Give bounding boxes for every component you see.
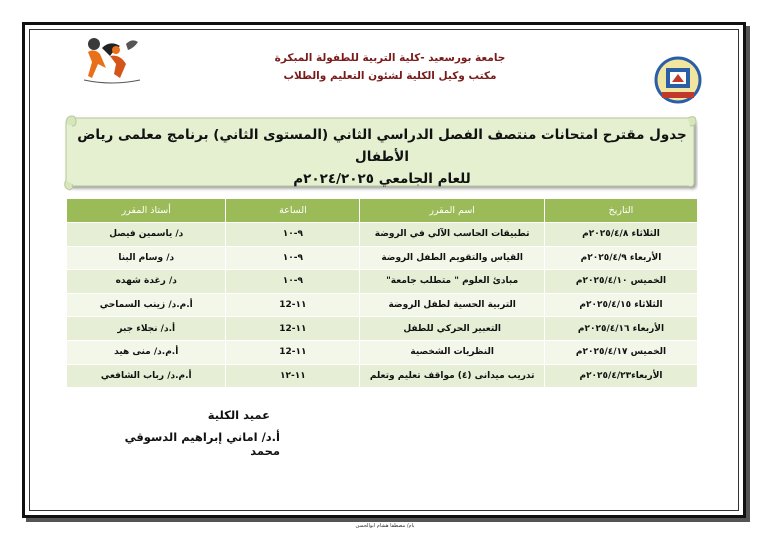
table-row (67, 340, 698, 364)
table-row (67, 317, 698, 341)
cell-date: الخميس ٢٠٢٥/٤/١٧م (544, 340, 697, 364)
col-header-course: اسم المقرر (360, 199, 545, 223)
university-header: جامعة بورسعيد -كلية التربية للطفولة المبكرة (274, 52, 506, 64)
university-crest-logo (650, 56, 706, 106)
cell-instructor: أ.م.د/ رباب الشافعي (67, 364, 226, 388)
col-header-date: التاريخ (544, 199, 697, 223)
exam-schedule-table (66, 198, 698, 388)
cell-time: ٩-١٠ (226, 270, 360, 294)
title-line-1: جدول مقترح امتحانات منتصف الفصل الدراسي الثاني (المستوى الثاني) برنامج معلمى رياض الأطفال (77, 127, 687, 165)
cell-course: التربية الحسية لطفل الروضة (360, 293, 545, 317)
col-header-instructor: أستاذ المقرر (67, 199, 226, 223)
cell-date: الأربعاء٢٠٢٥/٤/٢٣م (544, 364, 697, 388)
cell-date: الثلاثاء ٢٠٢٥/٤/٨م (544, 223, 697, 247)
cell-time: ٩-١٠ (226, 223, 360, 247)
document-title (76, 124, 688, 187)
table-row (67, 246, 698, 270)
cell-time: ١١-12 (226, 293, 360, 317)
cell-instructor: أ.د/ نجلاء جبر (67, 317, 226, 341)
cell-time: ١١-12 (226, 340, 360, 364)
cell-time: ١١-١٢ (226, 364, 360, 388)
dean-title: عميد الكلية (207, 408, 270, 422)
cell-course: تدريب ميدانى (٤) مواقف تعليم وتعلم (360, 364, 545, 388)
cell-instructor: أ.م.د/ زينب السماحي (67, 293, 226, 317)
cell-course: مبادئ العلوم " متطلب جامعة" (360, 270, 545, 294)
cell-course: القياس والتقويم الطفل الروضة (360, 246, 545, 270)
col-header-time: الساعة (226, 199, 360, 223)
table-row (67, 293, 698, 317)
cell-instructor: أ.م.د/ منى هيد (67, 340, 226, 364)
cell-time: ٩-١٠ (226, 246, 360, 270)
footer-note: بام/ مصطفا هشام ابوالحسن (355, 523, 415, 529)
frame-shadow-bottom (26, 518, 750, 522)
cell-time: ١١-12 (226, 317, 360, 341)
cell-date: الخميس ٢٠٢٥/٤/١٠م (544, 270, 697, 294)
table-header-row (67, 199, 698, 223)
cell-course: النظريات الشخصية (360, 340, 545, 364)
cell-instructor: د/ ياسمين فيصل (67, 223, 226, 247)
table-row (67, 223, 698, 247)
cell-date: الأربعاء ٢٠٢٥/٤/٩م (544, 246, 697, 270)
cell-course: تطبيقات الحاسب الآلي في الروضة (360, 223, 545, 247)
table-row (67, 270, 698, 294)
table-row (67, 364, 698, 388)
cell-instructor: د/ رغدة شهده (67, 270, 226, 294)
cell-instructor: د/ وسام البنا (67, 246, 226, 270)
title-line-2: للعام الجامعي ٢٠٢٤/٢٠٢٥م (293, 171, 471, 187)
cell-course: التعبير الحركي للطفل (360, 317, 545, 341)
cell-date: الثلاثاء ٢٠٢٥/٤/١٥م (544, 293, 697, 317)
dean-name: أ.د/ اماني إبراهيم الدسوقي محمد (124, 430, 280, 458)
frame-shadow-right (746, 26, 750, 522)
kindergarten-faculty-logo (80, 34, 144, 88)
office-header: مكتب وكيل الكلية لشئون التعليم والطلاب (283, 70, 497, 82)
cell-date: الأربعاء ٢٠٢٥/٤/١٦م (544, 317, 697, 341)
